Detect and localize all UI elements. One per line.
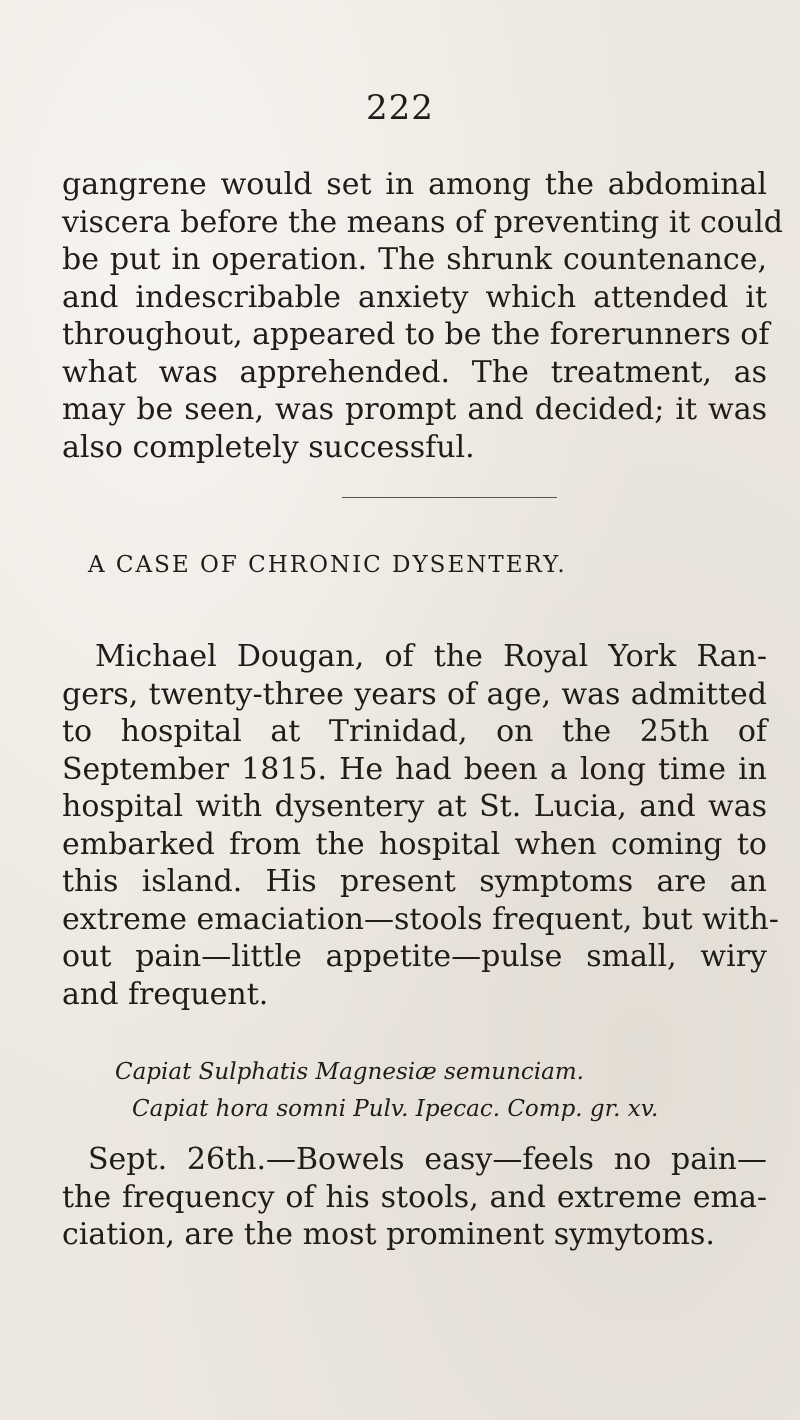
case-paragraph xyxy=(62,638,779,1013)
prescription-line: Capiat Sulphatis Magnesiæ semunciam. xyxy=(115,1059,584,1085)
text-line: and frequent. xyxy=(62,976,269,1012)
text-line: extreme emaciation—stools frequent, but with- xyxy=(62,901,779,937)
text-line: may be seen, was prompt and decided; it was xyxy=(62,392,767,427)
text-line: gers, twenty-three years of age, was admitted xyxy=(62,676,767,712)
prescription xyxy=(115,1054,755,1128)
text-line: hospital with dysentery at St. Lucia, and was xyxy=(62,789,767,824)
text-line: also completely successful. xyxy=(62,429,475,465)
text-line: to hospital at Trinidad, on the 25th of xyxy=(62,714,767,749)
text-line: what was apprehended. The treatment, as xyxy=(62,354,767,390)
text-line: Sept. 26th.—Bowels easy—feels no pain— xyxy=(88,1142,767,1177)
text-line: and indescribable anxiety which attended it xyxy=(62,279,767,315)
prescription-line: Capiat hora somni Pulv. Ipecac. Comp. gr. xv. xyxy=(132,1096,659,1122)
sept-paragraph xyxy=(62,1141,767,1254)
section-heading: A CASE OF CHRONIC DYSENTERY. xyxy=(88,552,567,578)
text-line: be put in operation. The shrunk countenance, xyxy=(62,242,767,277)
text-line: out pain—little appetite—pulse small, wiry xyxy=(62,939,767,974)
text-line: September 1815. He had been a long time in xyxy=(62,751,767,787)
section-divider xyxy=(342,497,557,498)
text-line: Michael Dougan, of the Royal York Ran- xyxy=(95,639,767,674)
text-line: ciation, are the most prominent symytoms. xyxy=(62,1217,715,1252)
top-paragraph xyxy=(62,166,783,466)
text-line: this island. His present symptoms are an xyxy=(62,864,767,899)
text-line: gangrene would set in among the abdominal xyxy=(62,167,767,202)
text-line: embarked from the hospital when coming to xyxy=(62,826,767,862)
page-number: 222 xyxy=(366,88,434,128)
text-line: the frequency of his stools, and extreme ema- xyxy=(62,1179,767,1215)
text-line: viscera before the means of preventing it could xyxy=(62,204,783,240)
text-line: throughout, appeared to be the forerunners of xyxy=(62,317,770,352)
